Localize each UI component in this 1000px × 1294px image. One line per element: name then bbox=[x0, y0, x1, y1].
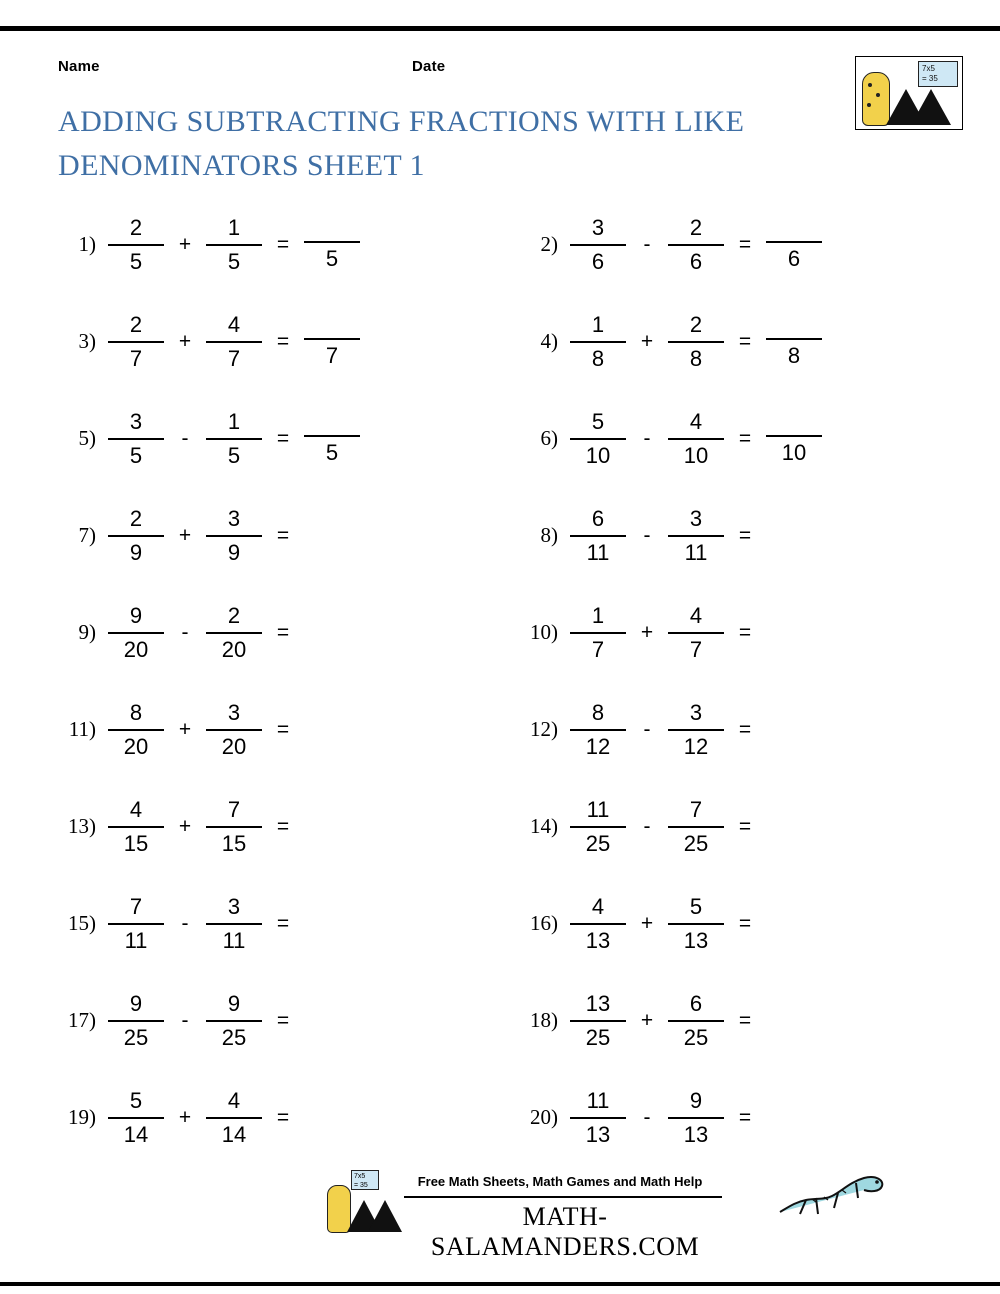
numerator: 4 bbox=[129, 796, 143, 822]
problem-5 bbox=[58, 390, 364, 487]
denominator: 25 bbox=[683, 830, 709, 856]
problem-19 bbox=[58, 1069, 364, 1166]
fraction-operand-2 bbox=[202, 990, 266, 1050]
problem-index: 13) bbox=[68, 814, 96, 838]
name-label: Name bbox=[58, 58, 100, 75]
denominator: 11 bbox=[586, 539, 610, 565]
numerator: 2 bbox=[129, 214, 143, 240]
date-label: Date bbox=[412, 58, 446, 75]
answer-blank[interactable] bbox=[762, 909, 826, 938]
equals-sign: = bbox=[276, 620, 290, 644]
numerator: 3 bbox=[227, 699, 241, 725]
operator: - bbox=[181, 911, 189, 935]
fraction-bar bbox=[766, 640, 822, 642]
fraction-operand-2 bbox=[664, 796, 728, 856]
operator: + bbox=[640, 620, 654, 644]
numerator: 3 bbox=[689, 505, 703, 531]
fraction-bar bbox=[304, 1125, 360, 1127]
problem-index: 10) bbox=[530, 620, 558, 644]
fraction-operand-2 bbox=[664, 602, 728, 662]
answer-blank[interactable] bbox=[762, 812, 826, 841]
numerator: 3 bbox=[689, 699, 703, 725]
numerator: 7 bbox=[689, 796, 703, 822]
fraction-operand-2 bbox=[664, 893, 728, 953]
problem-18 bbox=[520, 972, 826, 1069]
salamander-spot-icon bbox=[867, 103, 871, 107]
denominator: 11 bbox=[124, 927, 148, 953]
denominator: 13 bbox=[585, 927, 611, 953]
problem-7 bbox=[58, 487, 364, 584]
fraction-bar bbox=[766, 1125, 822, 1127]
logo-sign-line1: 7x5 bbox=[922, 64, 935, 73]
operator: + bbox=[640, 1008, 654, 1032]
numerator: 7 bbox=[129, 893, 143, 919]
problem-16 bbox=[520, 875, 826, 972]
answer-blank[interactable] bbox=[300, 715, 364, 744]
answer-denominator: 8 bbox=[787, 343, 801, 368]
numerator: 9 bbox=[129, 602, 143, 628]
numerator: 3 bbox=[227, 893, 241, 919]
mountain-icon bbox=[911, 89, 951, 125]
fraction-operand-2 bbox=[664, 214, 728, 274]
denominator: 5 bbox=[227, 248, 241, 274]
operator: - bbox=[643, 814, 651, 838]
equals-sign: = bbox=[738, 717, 752, 741]
denominator: 7 bbox=[227, 345, 241, 371]
fraction-operand-2 bbox=[664, 1087, 728, 1147]
denominator: 25 bbox=[585, 830, 611, 856]
numerator: 4 bbox=[689, 602, 703, 628]
denominator: 6 bbox=[689, 248, 703, 274]
problem-index: 19) bbox=[68, 1105, 96, 1129]
numerator: 8 bbox=[129, 699, 143, 725]
denominator: 25 bbox=[585, 1024, 611, 1050]
bottom-divider bbox=[0, 1282, 1000, 1286]
problem-row bbox=[0, 487, 1000, 584]
answer-blank[interactable] bbox=[762, 715, 826, 744]
denominator: 8 bbox=[591, 345, 605, 371]
fraction-operand-1 bbox=[566, 408, 630, 468]
fraction-operand-1 bbox=[566, 796, 630, 856]
operator: + bbox=[640, 911, 654, 935]
operator: + bbox=[640, 329, 654, 353]
problem-row bbox=[0, 778, 1000, 875]
denominator: 6 bbox=[591, 248, 605, 274]
operator: + bbox=[178, 523, 192, 547]
operator: - bbox=[643, 426, 651, 450]
equals-sign: = bbox=[276, 1105, 290, 1129]
footer-logo-sign bbox=[351, 1170, 379, 1190]
fraction-bar bbox=[766, 834, 822, 836]
numerator: 2 bbox=[227, 602, 241, 628]
worksheet-header bbox=[0, 58, 1000, 88]
equals-sign: = bbox=[738, 1008, 752, 1032]
salamander-spot-icon bbox=[868, 83, 872, 87]
footer-url[interactable]: MATH-SALAMANDERS.COM bbox=[430, 1202, 700, 1261]
answer-blank[interactable] bbox=[300, 618, 364, 647]
equals-sign: = bbox=[738, 523, 752, 547]
equals-sign: = bbox=[738, 911, 752, 935]
problem-index: 4) bbox=[540, 329, 558, 353]
denominator: 13 bbox=[585, 1121, 611, 1147]
operator: - bbox=[643, 717, 651, 741]
answer-blank[interactable] bbox=[300, 219, 364, 270]
problem-index: 16) bbox=[530, 911, 558, 935]
denominator: 10 bbox=[585, 442, 611, 468]
numerator: 9 bbox=[227, 990, 241, 1016]
operator: + bbox=[178, 329, 192, 353]
equals-sign: = bbox=[738, 329, 752, 353]
problem-3 bbox=[58, 293, 364, 390]
problem-index: 2) bbox=[540, 232, 558, 256]
fraction-operand-2 bbox=[202, 602, 266, 662]
operator: - bbox=[181, 620, 189, 644]
fraction-operand-2 bbox=[664, 699, 728, 759]
denominator: 7 bbox=[129, 345, 143, 371]
operator: + bbox=[178, 814, 192, 838]
denominator: 7 bbox=[689, 636, 703, 662]
operator: - bbox=[643, 1105, 651, 1129]
equals-sign: = bbox=[738, 426, 752, 450]
answer-blank[interactable] bbox=[762, 618, 826, 647]
denominator: 11 bbox=[684, 539, 708, 565]
denominator: 8 bbox=[689, 345, 703, 371]
answer-blank[interactable] bbox=[300, 521, 364, 550]
fraction-operand-1 bbox=[566, 699, 630, 759]
operator: - bbox=[181, 426, 189, 450]
answer-blank[interactable] bbox=[300, 812, 364, 841]
denominator: 14 bbox=[221, 1121, 247, 1147]
answer-blank[interactable] bbox=[762, 1006, 826, 1035]
equals-sign: = bbox=[738, 620, 752, 644]
fraction-bar bbox=[304, 640, 360, 642]
numerator: 3 bbox=[227, 505, 241, 531]
numerator: 2 bbox=[689, 311, 703, 337]
numerator: 6 bbox=[591, 505, 605, 531]
fraction-operand-1 bbox=[566, 893, 630, 953]
problem-index: 11) bbox=[68, 717, 96, 741]
problem-index: 18) bbox=[530, 1008, 558, 1032]
fraction-operand-2 bbox=[202, 699, 266, 759]
denominator: 9 bbox=[227, 539, 241, 565]
problem-index: 9) bbox=[78, 620, 96, 644]
problem-index: 17) bbox=[68, 1008, 96, 1032]
denominator: 20 bbox=[123, 636, 149, 662]
problem-9 bbox=[58, 584, 364, 681]
fraction-bar bbox=[766, 1028, 822, 1030]
numerator: 4 bbox=[227, 311, 241, 337]
fraction-bar bbox=[304, 834, 360, 836]
equals-sign: = bbox=[276, 426, 290, 450]
numerator: 1 bbox=[227, 214, 241, 240]
equals-sign: = bbox=[738, 232, 752, 256]
problem-row bbox=[0, 584, 1000, 681]
denominator: 7 bbox=[591, 636, 605, 662]
denominator: 5 bbox=[227, 442, 241, 468]
denominator: 25 bbox=[683, 1024, 709, 1050]
numerator: 13 bbox=[585, 990, 611, 1016]
answer-denominator: 6 bbox=[787, 246, 801, 271]
denominator: 10 bbox=[683, 442, 709, 468]
fraction-bar bbox=[766, 543, 822, 545]
denominator: 20 bbox=[221, 636, 247, 662]
problem-grid bbox=[0, 196, 1000, 1166]
operator: + bbox=[178, 717, 192, 741]
fraction-bar bbox=[304, 737, 360, 739]
problem-20 bbox=[520, 1069, 826, 1166]
fraction-operand-1 bbox=[566, 311, 630, 371]
fraction-operand-2 bbox=[202, 214, 266, 274]
problem-15 bbox=[58, 875, 364, 972]
problem-12 bbox=[520, 681, 826, 778]
answer-blank[interactable] bbox=[762, 521, 826, 550]
fraction-operand-1 bbox=[104, 505, 168, 565]
problem-index: 12) bbox=[530, 717, 558, 741]
fraction-operand-2 bbox=[202, 408, 266, 468]
answer-blank[interactable] bbox=[762, 1103, 826, 1132]
answer-blank[interactable] bbox=[762, 316, 826, 367]
numerator: 8 bbox=[591, 699, 605, 725]
fraction-bar bbox=[304, 931, 360, 933]
numerator: 2 bbox=[129, 311, 143, 337]
problem-index: 20) bbox=[530, 1105, 558, 1129]
denominator: 14 bbox=[123, 1121, 149, 1147]
fraction-operand-2 bbox=[202, 311, 266, 371]
fraction-operand-2 bbox=[202, 505, 266, 565]
answer-blank[interactable] bbox=[762, 219, 826, 270]
problem-row bbox=[0, 681, 1000, 778]
fraction-operand-1 bbox=[104, 699, 168, 759]
problem-row bbox=[0, 875, 1000, 972]
fraction-operand-1 bbox=[104, 214, 168, 274]
numerator: 9 bbox=[689, 1087, 703, 1113]
problem-row bbox=[0, 293, 1000, 390]
footer-divider bbox=[404, 1196, 722, 1198]
mountain-icon bbox=[368, 1200, 402, 1232]
problem-index: 1) bbox=[78, 232, 96, 256]
denominator: 12 bbox=[585, 733, 611, 759]
fraction-operand-1 bbox=[104, 1087, 168, 1147]
numerator: 9 bbox=[129, 990, 143, 1016]
denominator: 13 bbox=[683, 927, 709, 953]
answer-blank[interactable] bbox=[300, 909, 364, 938]
answer-denominator: 7 bbox=[325, 343, 339, 368]
numerator: 4 bbox=[591, 893, 605, 919]
fraction-operand-2 bbox=[664, 505, 728, 565]
problem-index: 3) bbox=[78, 329, 96, 353]
numerator: 3 bbox=[591, 214, 605, 240]
equals-sign: = bbox=[276, 911, 290, 935]
logo-sign bbox=[918, 61, 958, 87]
denominator: 11 bbox=[222, 927, 246, 953]
answer-blank[interactable] bbox=[300, 1006, 364, 1035]
fraction-operand-2 bbox=[202, 893, 266, 953]
operator: + bbox=[178, 1105, 192, 1129]
fraction-operand-2 bbox=[664, 990, 728, 1050]
lizard-illustration bbox=[772, 1166, 892, 1226]
answer-blank[interactable] bbox=[300, 316, 364, 367]
denominator: 5 bbox=[129, 442, 143, 468]
problem-6 bbox=[520, 390, 826, 487]
numerator: 4 bbox=[227, 1087, 241, 1113]
denominator: 20 bbox=[123, 733, 149, 759]
problem-1 bbox=[58, 196, 364, 293]
worksheet-footer bbox=[0, 1162, 1000, 1272]
problem-row bbox=[0, 390, 1000, 487]
answer-denominator: 5 bbox=[325, 246, 339, 271]
fraction-operand-1 bbox=[104, 990, 168, 1050]
numerator: 2 bbox=[689, 214, 703, 240]
fraction-operand-1 bbox=[566, 990, 630, 1050]
answer-blank[interactable] bbox=[300, 413, 364, 464]
problem-index: 7) bbox=[78, 523, 96, 547]
fraction-operand-1 bbox=[566, 602, 630, 662]
fraction-bar bbox=[304, 543, 360, 545]
denominator: 9 bbox=[129, 539, 143, 565]
equals-sign: = bbox=[276, 523, 290, 547]
fraction-bar bbox=[304, 1028, 360, 1030]
fraction-operand-1 bbox=[104, 311, 168, 371]
equals-sign: = bbox=[738, 814, 752, 838]
numerator: 11 bbox=[586, 1087, 610, 1113]
denominator: 20 bbox=[221, 733, 247, 759]
problem-index: 6) bbox=[540, 426, 558, 450]
problem-index: 5) bbox=[78, 426, 96, 450]
numerator: 4 bbox=[689, 408, 703, 434]
denominator: 5 bbox=[129, 248, 143, 274]
answer-blank[interactable] bbox=[300, 1103, 364, 1132]
fraction-operand-1 bbox=[566, 1087, 630, 1147]
fraction-operand-1 bbox=[104, 408, 168, 468]
fraction-operand-1 bbox=[104, 893, 168, 953]
fraction-operand-2 bbox=[202, 796, 266, 856]
numerator: 5 bbox=[129, 1087, 143, 1113]
problem-row bbox=[0, 1069, 1000, 1166]
footer-logo-sign-line1: 7x5 bbox=[354, 1173, 366, 1180]
problem-8 bbox=[520, 487, 826, 584]
salamander-spot-icon bbox=[876, 93, 880, 97]
fraction-operand-2 bbox=[202, 1087, 266, 1147]
answer-blank[interactable] bbox=[762, 413, 826, 464]
problem-14 bbox=[520, 778, 826, 875]
math-salamanders-logo bbox=[855, 56, 963, 130]
fraction-operand-1 bbox=[566, 505, 630, 565]
equals-sign: = bbox=[276, 329, 290, 353]
fraction-operand-2 bbox=[664, 311, 728, 371]
fraction-bar bbox=[766, 737, 822, 739]
denominator: 15 bbox=[123, 830, 149, 856]
denominator: 25 bbox=[221, 1024, 247, 1050]
numerator: 5 bbox=[591, 408, 605, 434]
numerator: 3 bbox=[129, 408, 143, 434]
operator: - bbox=[643, 523, 651, 547]
fraction-operand-2 bbox=[664, 408, 728, 468]
top-divider bbox=[0, 26, 1000, 31]
operator: - bbox=[181, 1008, 189, 1032]
equals-sign: = bbox=[738, 1105, 752, 1129]
problem-index: 15) bbox=[68, 911, 96, 935]
fraction-operand-1 bbox=[566, 214, 630, 274]
answer-denominator: 5 bbox=[325, 440, 339, 465]
equals-sign: = bbox=[276, 814, 290, 838]
problem-index: 14) bbox=[530, 814, 558, 838]
numerator: 5 bbox=[689, 893, 703, 919]
footer-tagline: Free Math Sheets, Math Games and Math Help bbox=[417, 1174, 703, 1189]
denominator: 12 bbox=[683, 733, 709, 759]
equals-sign: = bbox=[276, 717, 290, 741]
problem-10 bbox=[520, 584, 826, 681]
operator: - bbox=[643, 232, 651, 256]
problem-13 bbox=[58, 778, 364, 875]
page-title: ADDING SUBTRACTING FRACTIONS WITH LIKE DENOMINATORS SHEET 1 bbox=[58, 105, 745, 182]
numerator: 1 bbox=[227, 408, 241, 434]
numerator: 7 bbox=[227, 796, 241, 822]
denominator: 25 bbox=[123, 1024, 149, 1050]
operator: + bbox=[178, 232, 192, 256]
numerator: 6 bbox=[689, 990, 703, 1016]
answer-denominator: 10 bbox=[781, 440, 807, 465]
equals-sign: = bbox=[276, 232, 290, 256]
fraction-operand-1 bbox=[104, 796, 168, 856]
logo-sign-line2: = 35 bbox=[922, 74, 938, 83]
fraction-bar bbox=[766, 931, 822, 933]
equals-sign: = bbox=[276, 1008, 290, 1032]
problem-index: 8) bbox=[540, 523, 558, 547]
numerator: 1 bbox=[591, 311, 605, 337]
footer-logo-sign-line2: = 35 bbox=[354, 1182, 368, 1189]
fraction-operand-1 bbox=[104, 602, 168, 662]
denominator: 13 bbox=[683, 1121, 709, 1147]
problem-11 bbox=[58, 681, 364, 778]
problem-17 bbox=[58, 972, 364, 1069]
problem-row bbox=[0, 972, 1000, 1069]
denominator: 15 bbox=[221, 830, 247, 856]
numerator: 11 bbox=[586, 796, 610, 822]
problem-4 bbox=[520, 293, 826, 390]
problem-2 bbox=[520, 196, 826, 293]
footer-logo bbox=[325, 1170, 405, 1234]
numerator: 2 bbox=[129, 505, 143, 531]
numerator: 1 bbox=[591, 602, 605, 628]
problem-row bbox=[0, 196, 1000, 293]
